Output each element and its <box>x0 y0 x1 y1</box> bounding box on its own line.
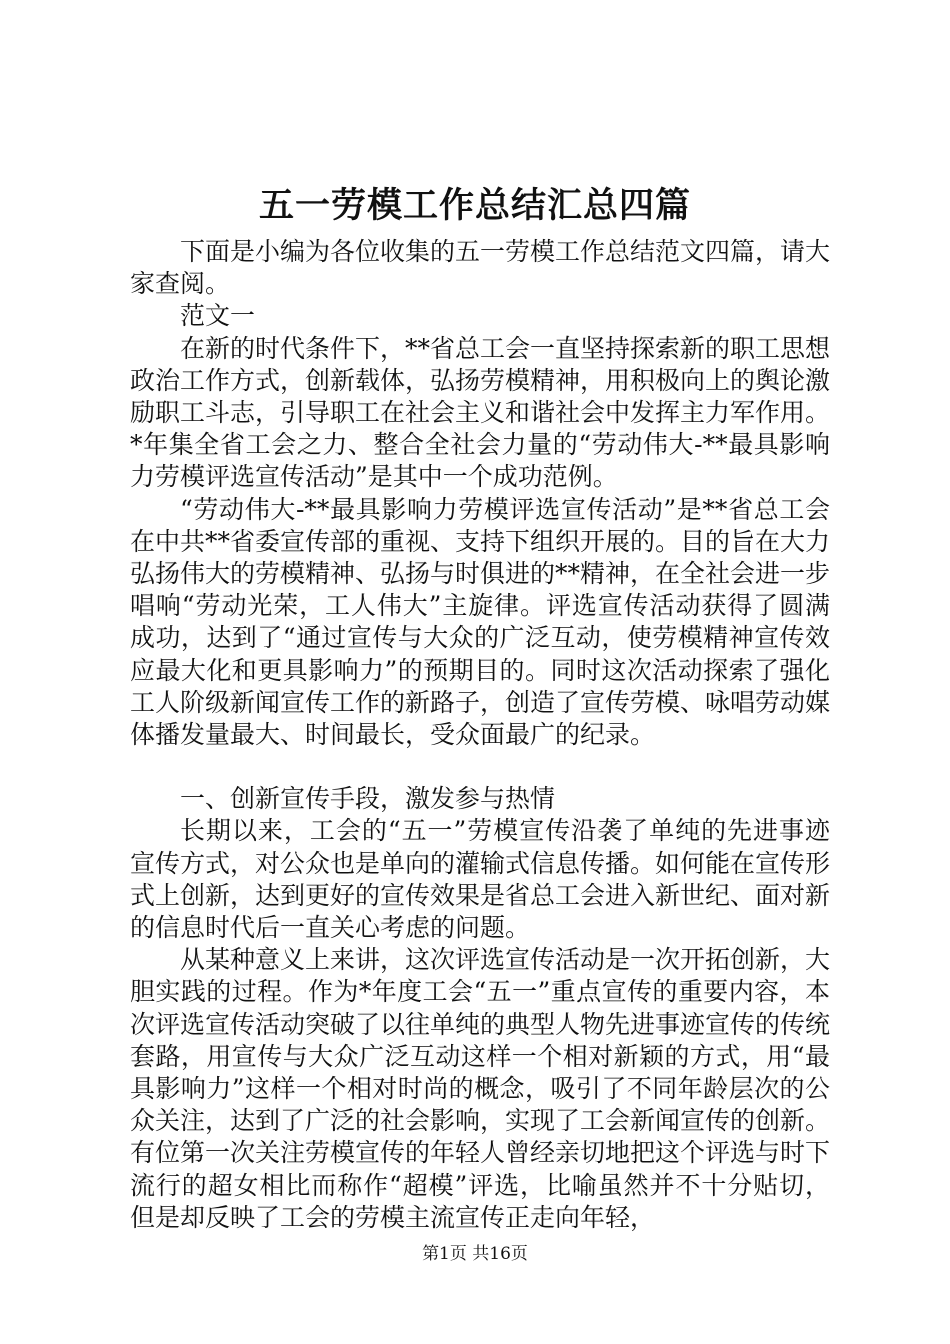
document-title: 五一劳模工作总结汇总四篇 <box>258 185 691 226</box>
intro-paragraph: 下面是小编为各位收集的五一劳模工作总结范文四篇，请大家查阅。 <box>130 237 831 299</box>
page-number: 第1页 共16页 <box>422 1244 528 1264</box>
body-paragraph: 从某种意义上来讲，这次评选宣传活动是一次开拓创新，大胆实践的过程。作为*年度工会“五一”重点宣传的重要内容，本次评选宣传活动突破了以往单纯的典型人物先进事迹宣传的传统套路，用宣传与大众广泛互动这样一个相对新颖的方式，用“最具影响力”这样一个相对时尚的概念，吸引了不同年龄层次的公众关注，达到了广泛的社会影响，实现了工会新闻宣传的创新。有位第一次关注劳模宣传的年轻人曾经亲切地把这个评选与时下流行的超女相比而称作“超模”评选，比喻虽然并不十分贴切，但是却反映了工会的劳模主流宣传正走向年轻， <box>130 945 831 1232</box>
section-heading: 一、创新宣传手段，激发参与热情 <box>180 784 556 814</box>
section-label: 范文一 <box>180 301 256 331</box>
body-paragraph: “劳动伟大-**最具影响力劳模评选宣传活动”是**省总工会在中共**省委宣传部的重视、支持下组织开展的。目的旨在大力弘扬伟大的劳模精神、弘扬与时俱进的**精神，在全社会进一步唱响“劳动光荣，工人伟大”主旋律。评选宣传活动获得了圆满成功，达到了“通过宣传与大众的广泛互动，使劳模精神宣传效应最大化和更具影响力”的预期目的。同时这次活动探索了强化工人阶级新闻宣传工作的新路子，创造了宣传劳模、咏唱劳动媒体播发量最大、时间最长，受众面最广的纪录。 <box>130 494 831 750</box>
document-body <box>130 236 830 1234</box>
body-paragraph: 在新的时代条件下，**省总工会一直坚持探索新的职工思想政治工作方式，创新载体，弘扬劳模精神，用积极向上的舆论激励职工斗志，引导职工在社会主义和谐社会中发挥主力军作用。*年集全省工会之力、整合全社会力量的“劳动伟大-**最具影响力劳模评选宣传活动”是其中一个成功范例。 <box>130 333 831 492</box>
body-paragraph: 长期以来，工会的“五一”劳模宣传沿袭了单纯的先进事迹宣传方式，对公众也是单向的灌输式信息传播。如何能在宣传形式上创新，达到更好的宣传效果是省总工会进入新世纪、面对新的信息时代后一直关心考虑的问题。 <box>130 816 831 943</box>
